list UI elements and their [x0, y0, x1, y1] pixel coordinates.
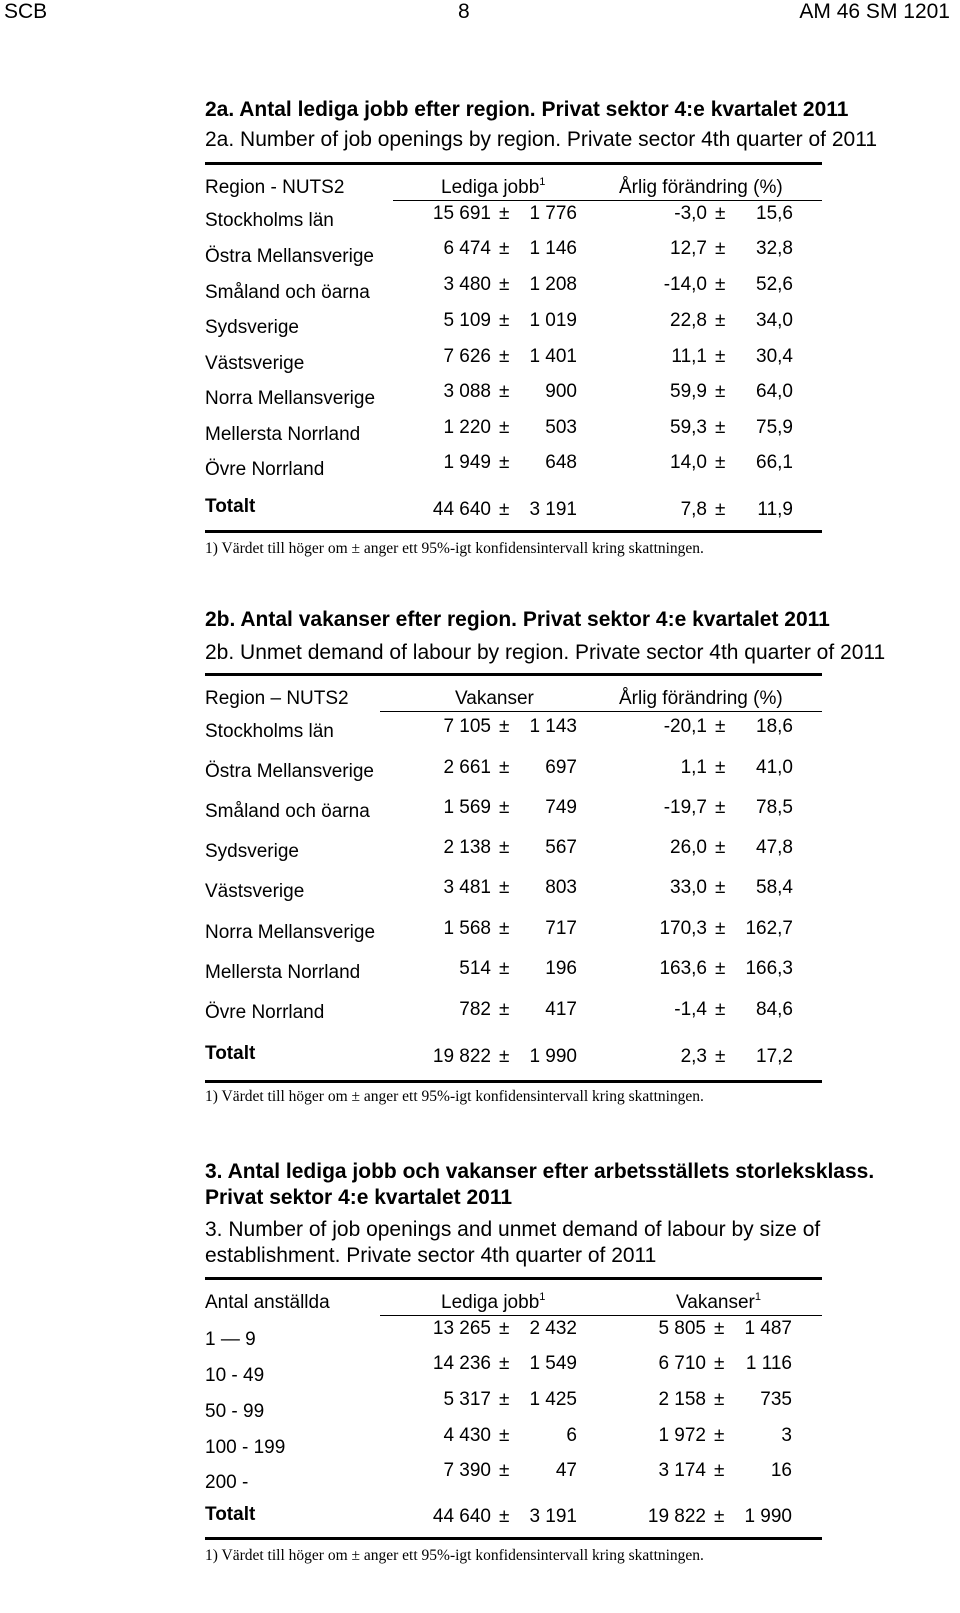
change-cell: 170,3 — [659, 918, 707, 939]
plus-minus: ± — [714, 1425, 725, 1446]
t3-col-size: Antal anställda — [205, 1292, 330, 1313]
plus-minus: ± — [714, 1318, 725, 1339]
t2a-top-rule — [205, 162, 822, 165]
jobs-ci-cell: 2 432 — [529, 1318, 577, 1339]
region-label: Sydsverige — [205, 317, 299, 338]
plus-minus: ± — [715, 837, 726, 858]
plus-minus: ± — [499, 203, 510, 224]
total-value-ci: 1 990 — [529, 1046, 577, 1067]
total-label: Totalt — [205, 1043, 256, 1064]
value-cell: 1 220 — [443, 417, 491, 438]
plus-minus: ± — [715, 797, 726, 818]
value-ci-cell: 196 — [545, 958, 577, 979]
t3-header-rule — [380, 1315, 822, 1316]
plus-minus: ± — [715, 716, 726, 737]
plus-minus: ± — [715, 1046, 726, 1067]
plus-minus: ± — [714, 1460, 725, 1481]
t2b-title-en: 2b. Unmet demand of labour by region. Private sector 4th quarter of 2011 — [205, 641, 886, 664]
plus-minus: ± — [499, 452, 510, 473]
region-label: Mellersta Norrland — [205, 424, 361, 445]
vac-ci-cell: 3 — [781, 1425, 792, 1446]
value-cell: 15 691 — [432, 203, 491, 224]
jobs-cell: 5 317 — [443, 1389, 491, 1410]
total-label: Totalt — [205, 496, 256, 517]
vac-ci-cell: 1 116 — [745, 1353, 792, 1374]
value-cell: 1 568 — [443, 918, 491, 939]
change-cell: 11,1 — [671, 346, 707, 367]
t3-title-en-2: establishment. Private sector 4th quarter of 2011 — [205, 1244, 657, 1267]
t2a-col-region: Region - NUTS2 — [205, 177, 345, 198]
value-cell: 7 626 — [443, 346, 491, 367]
value-cell: 7 105 — [443, 716, 491, 737]
plus-minus: ± — [715, 274, 726, 295]
t3-title-en-1: 3. Number of job openings and unmet demand of labour by size of — [205, 1218, 821, 1241]
region-label: Övre Norrland — [205, 459, 325, 480]
change-ci-cell: 162,7 — [745, 918, 793, 939]
value-ci-cell: 503 — [545, 417, 577, 438]
vac-cell: 1 972 — [658, 1425, 706, 1446]
plus-minus: ± — [499, 958, 510, 979]
total-value: 19 822 — [432, 1046, 491, 1067]
change-cell: 1,1 — [680, 757, 707, 778]
region-label: Norra Mellansverige — [205, 388, 376, 409]
t3-title-sv-1: 3. Antal lediga jobb och vakanser efter arbetsställets storleksklass. — [205, 1160, 875, 1183]
region-label: Östra Mellansverige — [205, 246, 374, 267]
region-label: Övre Norrland — [205, 1002, 325, 1023]
value-ci-cell: 803 — [545, 877, 577, 898]
value-cell: 1 949 — [443, 452, 491, 473]
jobs-ci-cell: 6 — [566, 1425, 577, 1446]
value-ci-cell: 417 — [545, 999, 577, 1020]
change-cell: -19,7 — [663, 797, 707, 818]
total-change-ci: 11,9 — [757, 499, 793, 520]
region-label: Stockholms län — [205, 721, 334, 742]
size-label: 100 - 199 — [205, 1437, 286, 1458]
total-vac: 19 822 — [647, 1506, 706, 1527]
plus-minus: ± — [715, 346, 726, 367]
size-label: 50 - 99 — [205, 1401, 265, 1422]
change-ci-cell: 58,4 — [756, 877, 793, 898]
t3-col-vac: Vakanser$^1$ — [676, 1291, 761, 1313]
value-cell: 2 661 — [443, 757, 491, 778]
region-label: Stockholms län — [205, 210, 334, 231]
region-label: Norra Mellansverige — [205, 922, 376, 943]
vac-cell: 2 158 — [658, 1389, 706, 1410]
change-ci-cell: 75,9 — [756, 417, 793, 438]
plus-minus: ± — [715, 999, 726, 1020]
value-ci-cell: 648 — [545, 452, 577, 473]
vac-ci-cell: 16 — [770, 1460, 792, 1481]
t2b-col-value: Vakanser — [455, 688, 534, 709]
change-ci-cell: 41,0 — [756, 757, 793, 778]
plus-minus: ± — [715, 877, 726, 898]
t2b-bottom-rule — [205, 1080, 822, 1083]
jobs-ci-cell: 1 425 — [529, 1389, 577, 1410]
plus-minus: ± — [715, 757, 726, 778]
t2b-col-change: Årlig förändring (%) — [619, 688, 783, 709]
change-ci-cell: 166,3 — [745, 958, 793, 979]
change-ci-cell: 52,6 — [756, 274, 793, 295]
plus-minus: ± — [715, 238, 726, 259]
region-label: Sydsverige — [205, 841, 299, 862]
plus-minus: ± — [499, 346, 510, 367]
jobs-ci-cell: 47 — [555, 1460, 577, 1481]
change-ci-cell: 15,6 — [756, 203, 793, 224]
plus-minus: ± — [715, 918, 726, 939]
change-cell: 26,0 — [670, 837, 707, 858]
change-cell: -20,1 — [663, 716, 707, 737]
value-ci-cell: 1 146 — [529, 238, 577, 259]
region-label: Mellersta Norrland — [205, 962, 361, 983]
page-number: 8 — [458, 0, 470, 23]
change-cell: 33,0 — [670, 877, 707, 898]
size-label: 200 - — [205, 1472, 249, 1493]
change-cell: -1,4 — [674, 999, 707, 1020]
value-ci-cell: 1 143 — [529, 716, 577, 737]
change-cell: 59,3 — [670, 417, 707, 438]
plus-minus: ± — [499, 716, 510, 737]
t3-bottom-rule — [205, 1537, 822, 1540]
vac-cell: 6 710 — [658, 1353, 706, 1374]
plus-minus: ± — [499, 310, 510, 331]
value-ci-cell: 900 — [545, 381, 577, 402]
plus-minus: ± — [499, 918, 510, 939]
t2b-col-region: Region – NUTS2 — [205, 688, 349, 709]
t3-top-rule — [205, 1277, 822, 1280]
jobs-cell: 13 265 — [432, 1318, 491, 1339]
t2b-header-rule — [380, 711, 822, 712]
value-cell: 6 474 — [443, 238, 491, 259]
value-cell: 3 088 — [443, 381, 491, 402]
t2a-header-rule — [393, 200, 822, 201]
value-ci-cell: 697 — [545, 757, 577, 778]
t3-footnote: 1) Värdet till höger om ± anger ett 95%-igt konfidensintervall kring skattningen. — [205, 1547, 704, 1564]
jobs-ci-cell: 1 549 — [529, 1353, 577, 1374]
t3-col-jobs: Lediga jobb$^1$ — [441, 1291, 546, 1313]
t2a-bottom-rule — [205, 530, 822, 533]
plus-minus: ± — [499, 417, 510, 438]
value-ci-cell: 749 — [545, 797, 577, 818]
change-ci-cell: 34,0 — [756, 310, 793, 331]
plus-minus: ± — [499, 1046, 510, 1067]
value-cell: 3 481 — [443, 877, 491, 898]
change-ci-cell: 66,1 — [756, 452, 793, 473]
region-label: Småland och öarna — [205, 801, 370, 822]
region-label: Västsverige — [205, 881, 305, 902]
t2a-col-value: Lediga jobb$^1$ — [441, 176, 546, 198]
value-ci-cell: 1 208 — [529, 274, 577, 295]
value-cell: 2 138 — [443, 837, 491, 858]
total-value-ci: 3 191 — [529, 499, 577, 520]
plus-minus: ± — [499, 999, 510, 1020]
change-ci-cell: 32,8 — [756, 238, 793, 259]
jobs-cell: 7 390 — [443, 1460, 491, 1481]
plus-minus: ± — [715, 452, 726, 473]
value-ci-cell: 567 — [545, 837, 577, 858]
t2b-top-rule — [205, 673, 822, 676]
change-ci-cell: 47,8 — [756, 837, 793, 858]
vac-cell: 5 805 — [658, 1318, 706, 1339]
plus-minus: ± — [499, 1506, 510, 1527]
plus-minus: ± — [714, 1506, 725, 1527]
plus-minus: ± — [499, 1389, 510, 1410]
region-label: Småland och öarna — [205, 282, 370, 303]
change-cell: 22,8 — [670, 310, 707, 331]
total-label: Totalt — [205, 1504, 256, 1525]
value-ci-cell: 717 — [545, 918, 577, 939]
plus-minus: ± — [499, 274, 510, 295]
region-label: Västsverige — [205, 353, 305, 374]
plus-minus: ± — [499, 837, 510, 858]
change-ci-cell: 78,5 — [756, 797, 793, 818]
plus-minus: ± — [499, 797, 510, 818]
value-cell: 1 569 — [443, 797, 491, 818]
value-cell: 3 480 — [443, 274, 491, 295]
plus-minus: ± — [714, 1389, 725, 1410]
plus-minus: ± — [499, 499, 510, 520]
plus-minus: ± — [715, 499, 726, 520]
change-cell: 59,9 — [670, 381, 707, 402]
change-cell: -14,0 — [663, 274, 707, 295]
t2b-title-sv: 2b. Antal vakanser efter region. Privat sektor 4:e kvartalet 2011 — [205, 608, 830, 631]
value-ci-cell: 1 019 — [529, 310, 577, 331]
value-cell: 5 109 — [443, 310, 491, 331]
value-cell: 782 — [459, 999, 491, 1020]
plus-minus: ± — [499, 1353, 510, 1374]
t2b-footnote: 1) Värdet till höger om ± anger ett 95%-igt konfidensintervall kring skattningen. — [205, 1088, 704, 1105]
plus-minus: ± — [499, 1318, 510, 1339]
change-ci-cell: 30,4 — [756, 346, 793, 367]
plus-minus: ± — [499, 877, 510, 898]
plus-minus: ± — [714, 1353, 725, 1374]
vac-ci-cell: 735 — [760, 1389, 792, 1410]
total-jobs: 44 640 — [432, 1506, 491, 1527]
t3-title-sv-2: Privat sektor 4:e kvartalet 2011 — [205, 1186, 513, 1209]
change-cell: -3,0 — [674, 203, 707, 224]
value-ci-cell: 1 401 — [529, 346, 577, 367]
total-jobs-ci: 3 191 — [529, 1506, 577, 1527]
region-label: Östra Mellansverige — [205, 761, 374, 782]
plus-minus: ± — [715, 310, 726, 331]
plus-minus: ± — [499, 1425, 510, 1446]
change-cell: 14,0 — [670, 452, 707, 473]
jobs-cell: 14 236 — [432, 1353, 491, 1374]
change-ci-cell: 84,6 — [756, 999, 793, 1020]
change-ci-cell: 18,6 — [756, 716, 793, 737]
t2a-col-change: Årlig förändring (%) — [619, 177, 783, 198]
size-label: 1 — 9 — [205, 1329, 256, 1350]
vac-ci-cell: 1 487 — [744, 1318, 792, 1339]
jobs-cell: 4 430 — [443, 1425, 491, 1446]
plus-minus: ± — [715, 958, 726, 979]
change-ci-cell: 64,0 — [756, 381, 793, 402]
t2a-title-sv: 2a. Antal lediga jobb efter region. Privat sektor 4:e kvartalet 2011 — [205, 98, 849, 121]
size-label: 10 - 49 — [205, 1365, 265, 1386]
total-change: 2,3 — [680, 1046, 707, 1067]
vac-cell: 3 174 — [658, 1460, 706, 1481]
plus-minus: ± — [499, 757, 510, 778]
total-value: 44 640 — [432, 499, 491, 520]
plus-minus: ± — [499, 1460, 510, 1481]
plus-minus: ± — [715, 417, 726, 438]
plus-minus: ± — [499, 238, 510, 259]
change-cell: 163,6 — [659, 958, 707, 979]
plus-minus: ± — [715, 203, 726, 224]
header-left: SCB — [4, 0, 48, 23]
value-ci-cell: 1 776 — [529, 203, 577, 224]
plus-minus: ± — [715, 381, 726, 402]
total-change: 7,8 — [680, 499, 707, 520]
t2a-footnote: 1) Värdet till höger om ± anger ett 95%-igt konfidensintervall kring skattningen. — [205, 540, 704, 557]
t2a-title-en: 2a. Number of job openings by region. Private sector 4th quarter of 2011 — [205, 128, 878, 151]
value-cell: 514 — [459, 958, 491, 979]
total-change-ci: 17,2 — [756, 1046, 793, 1067]
plus-minus: ± — [499, 381, 510, 402]
total-vac-ci: 1 990 — [744, 1506, 792, 1527]
header-right: AM 46 SM 1201 — [799, 0, 950, 23]
change-cell: 12,7 — [670, 238, 707, 259]
